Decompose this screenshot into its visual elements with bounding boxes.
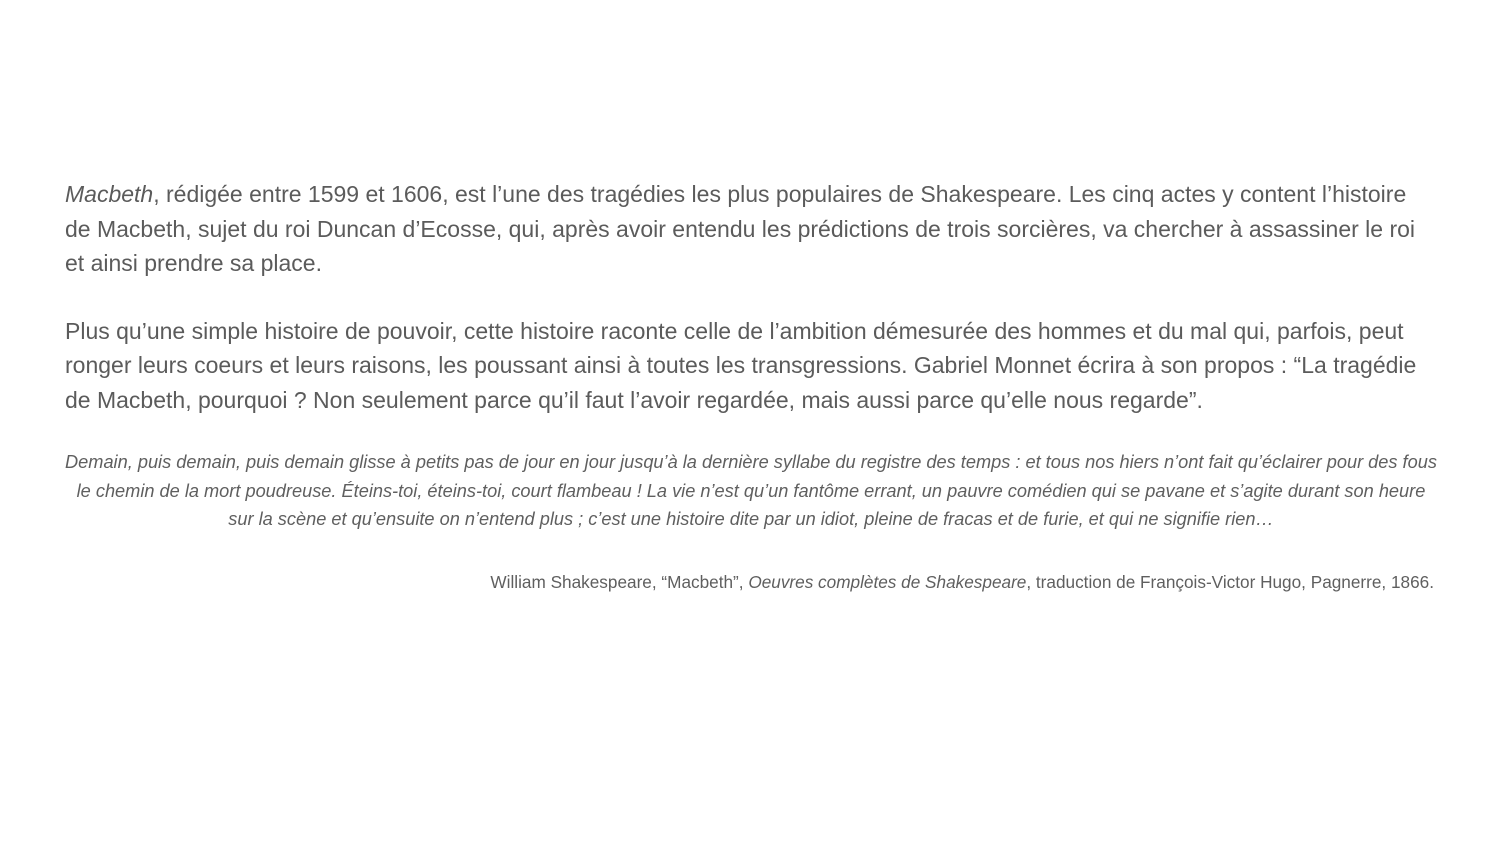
intro-paragraph-text: , rédigée entre 1599 et 1606, est l’une des tragédies les plus populaires de Shakespeare. Les cinq actes y content l’histoire de Macbeth, sujet du roi Duncan d’Ecosse, qui, après avoir entendu les prédictions de trois sorcières, va chercher à assassiner le roi et ainsi prendre sa place. (65, 181, 1416, 276)
intro-paragraph (65, 177, 1437, 281)
quote-text: Demain, puis demain, puis demain glisse à petits pas de jour en jour jusqu’à la dernière syllabe du registre des temps : et tous nos hiers n’ont fait qu’éclairer pour des fous le chemin de la mort poudreuse. Éteins-toi, éteins-toi, court flambeau ! La vie n’est qu’un fantôme errant, un pauvre comédien qui se pavane et s’agite durant son heure sur la scène et qu’ensuite on n’entend plus ; c’est une histoire dite par un idiot, pleine de fracas et de furie, et qui ne signifie rien… (65, 452, 1437, 529)
ambition-paragraph-text: Plus qu’une simple histoire de pouvoir, cette histoire raconte celle de l’ambition démesurée des hommes et du mal qui, parfois, peut ronger leurs coeurs et leurs raisons, les poussant ainsi à toutes les transgressions. Gabriel Monnet écrira à son propos : “La tragédie de Macbeth, pourquoi ? Non seulement parce qu’il faut l’avoir regardée, mais aussi parce qu’elle nous regarde”. (65, 317, 1417, 413)
citation-work-title: Oeuvres complètes de Shakespeare (748, 571, 1027, 592)
citation-prefix: William Shakespeare, “Macbeth”, (490, 571, 749, 592)
macbeth-quote (65, 448, 1437, 534)
ambition-paragraph (65, 314, 1437, 418)
citation-suffix: , traduction de François-Victor Hugo, Pagnerre, 1866. (1026, 571, 1434, 592)
text-content (65, 177, 1437, 594)
quote-citation (65, 570, 1434, 594)
play-title: Macbeth (65, 181, 154, 207)
